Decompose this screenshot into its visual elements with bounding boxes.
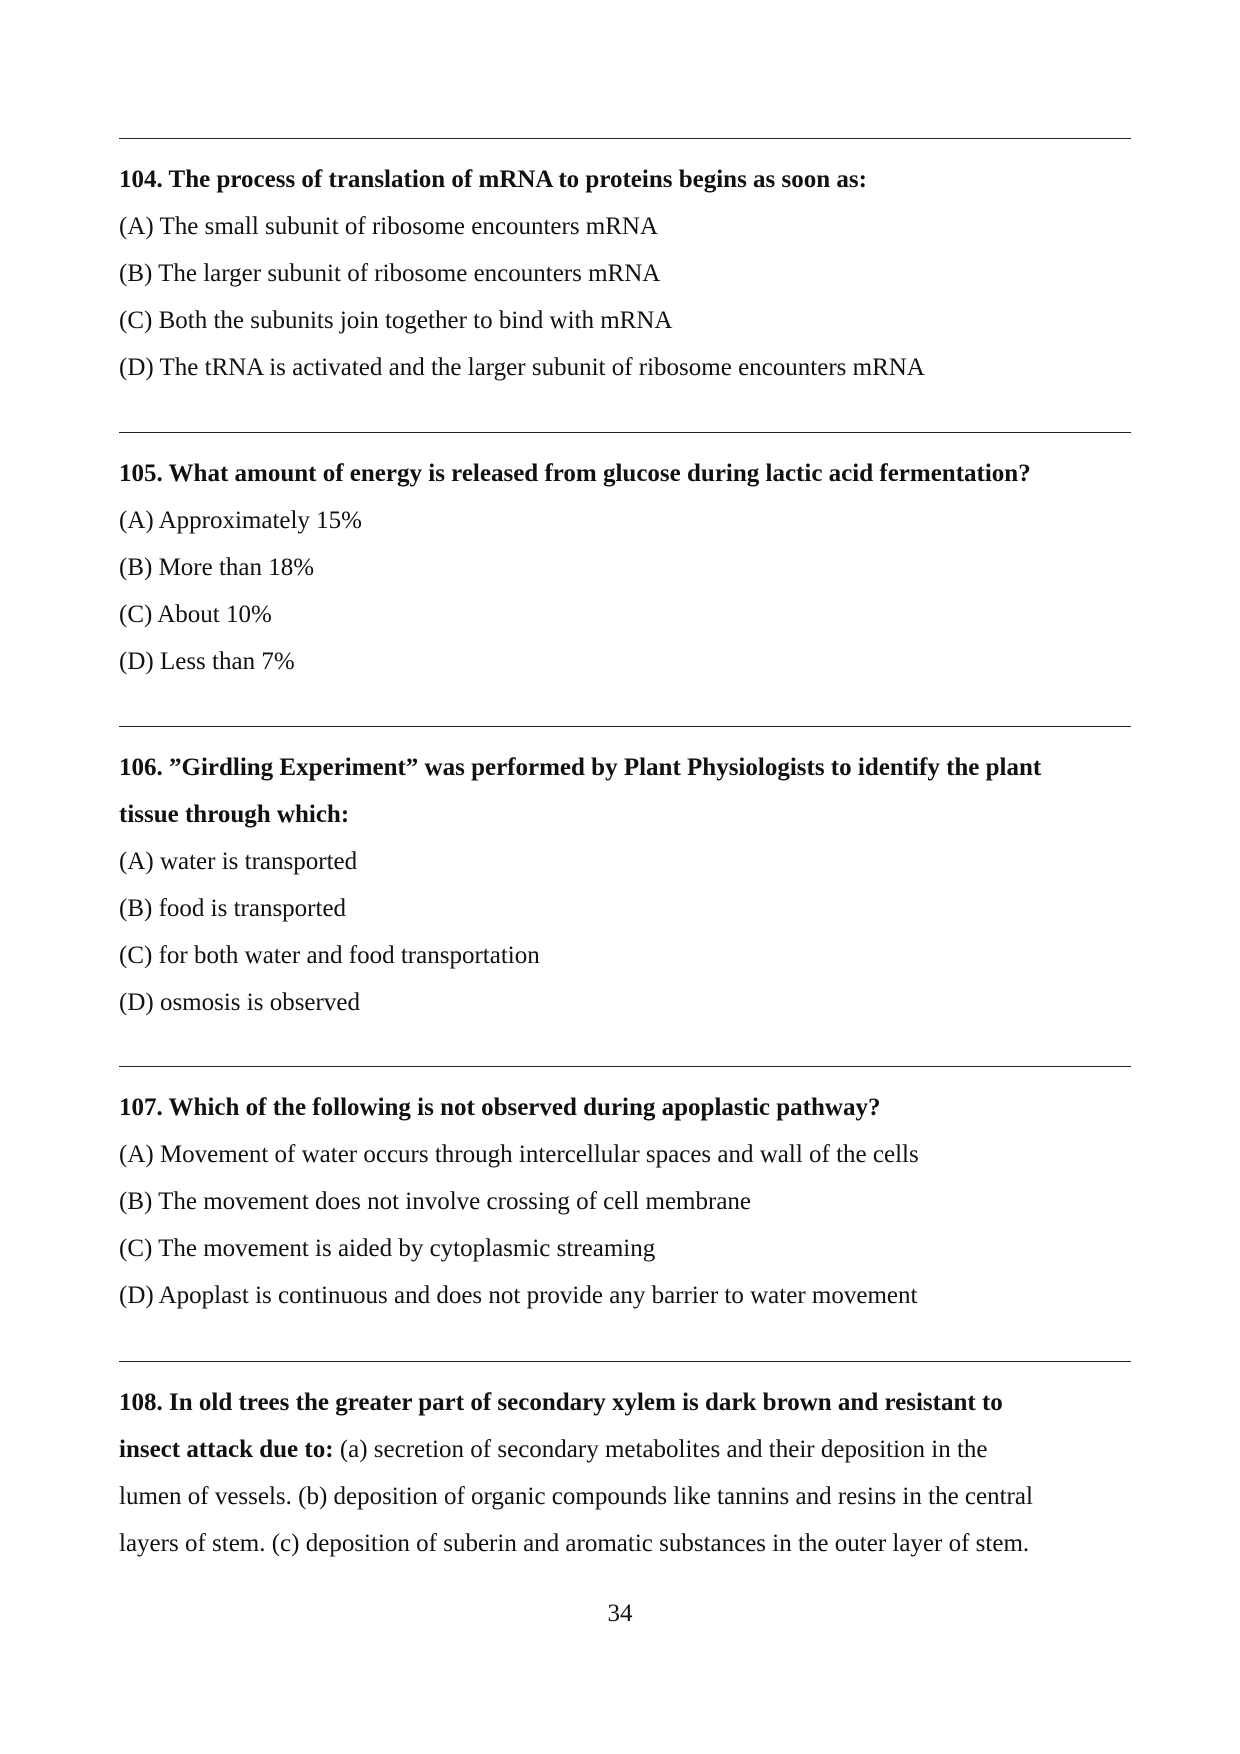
question-108 [119,1379,1134,1567]
option-d: (D) osmosis is observed [119,989,360,1016]
question-stem-line-1: 106. ”Girdling Experiment” was performed by Plant Physiologists to identify the plant [119,754,1042,781]
option-c: (C) for both water and food transportation [119,942,540,969]
option-b: (B) The larger subunit of ribosome encounters mRNA [119,260,661,287]
divider [119,1066,1131,1067]
option-b: (B) food is transported [119,895,347,922]
question-stem: 107. Which of the following is not observed during apoplastic pathway? [119,1094,881,1121]
question-104 [119,156,1134,391]
option-b: (B) The movement does not involve crossing of cell membrane [119,1188,752,1215]
question-stem: 105. What amount of energy is released from glucose during lactic acid fermentation? [119,460,1031,487]
question-stem-line-2 [119,1426,1134,1473]
question-stem-line-2: tissue through which: [119,801,350,828]
option-b: (B) More than 18% [119,554,315,581]
divider [119,138,1131,139]
option-c: (C) The movement is aided by cytoplasmic streaming [119,1235,656,1262]
divider [119,432,1131,433]
option-a: (A) Movement of water occurs through intercellular spaces and wall of the cells [119,1141,919,1168]
option-d: (D) Apoplast is continuous and does not provide any barrier to water movement [119,1282,918,1309]
option-a: (A) water is transported [119,848,358,875]
question-body-text: (a) secretion of secondary metabolites and their deposition in the [333,1436,988,1463]
divider [119,726,1131,727]
question-107 [119,1084,1134,1319]
question-stem-bold: insect attack due to: [119,1436,334,1463]
page-number: 34 [607,1600,633,1627]
option-c: (C) About 10% [119,601,272,628]
question-stem: 104. The process of translation of mRNA to proteins begins as soon as: [119,166,867,193]
question-105 [119,450,1134,685]
question-body-line-3: lumen of vessels. (b) deposition of organic compounds like tannins and resins in the central [119,1483,1033,1510]
divider [119,1361,1131,1362]
question-106 [119,744,1134,1026]
option-a: (A) Approximately 15% [119,507,363,534]
option-d: (D) The tRNA is activated and the larger subunit of ribosome encounters mRNA [119,354,925,381]
question-stem-line-1: 108. In old trees the greater part of secondary xylem is dark brown and resistant to [119,1389,1003,1416]
question-body-line-4: layers of stem. (c) deposition of suberin and aromatic substances in the outer layer of stem. [119,1530,1030,1557]
option-c: (C) Both the subunits join together to bind with mRNA [119,307,673,334]
option-a: (A) The small subunit of ribosome encounters mRNA [119,213,659,240]
option-d: (D) Less than 7% [119,648,295,675]
